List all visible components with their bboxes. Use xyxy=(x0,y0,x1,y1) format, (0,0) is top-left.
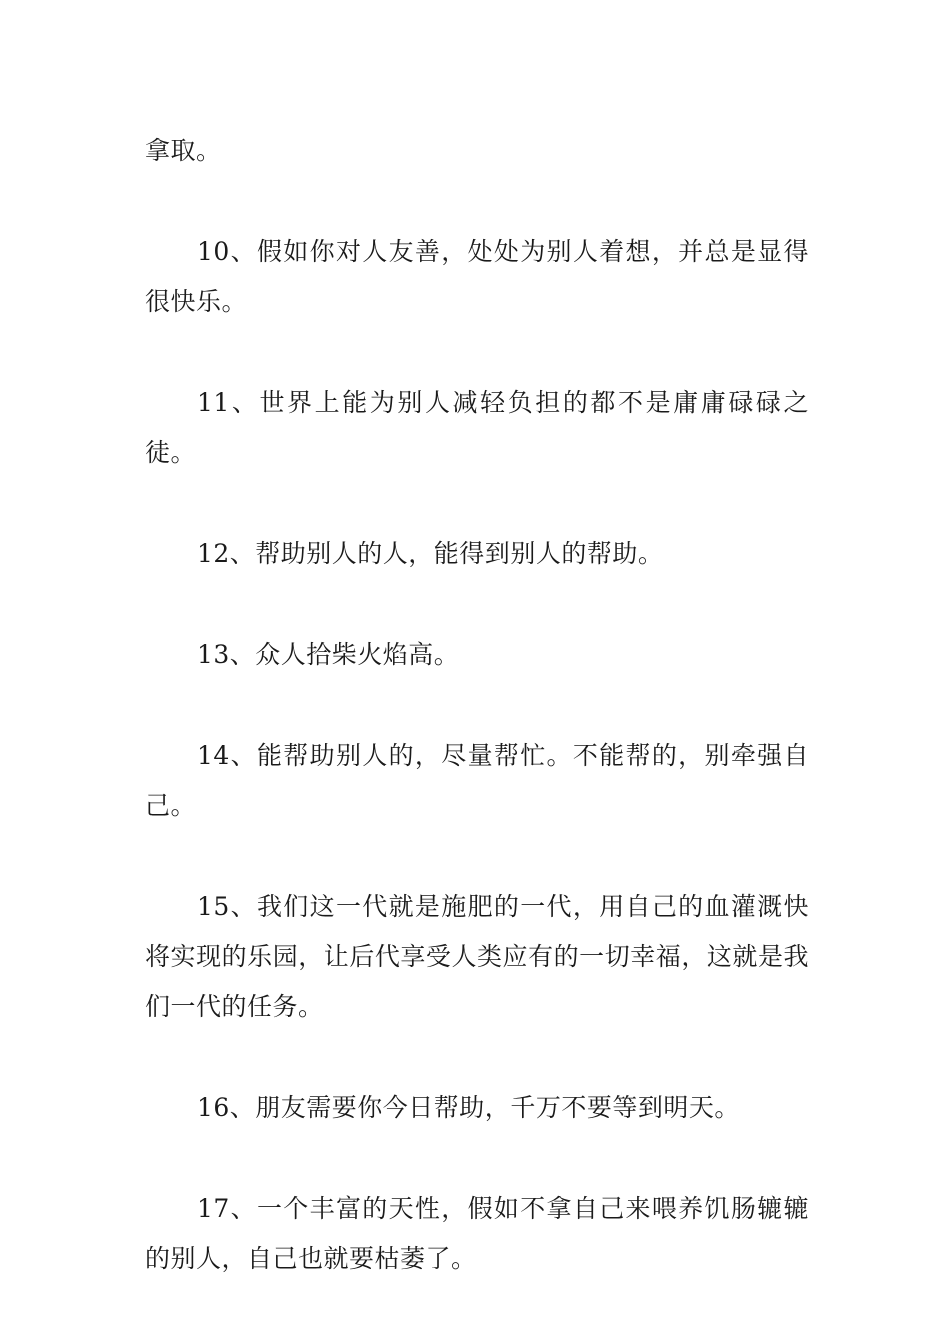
paragraph-item-16: 16、朋友需要你今日帮助，千万不要等到明天。 xyxy=(197,1093,740,1122)
paragraph-item-14: 14、能帮助别人的，尽量帮忙。不能帮的，别牵强自己。 xyxy=(145,741,809,820)
paragraph-item-11: 11、世界上能为别人减轻负担的都不是庸庸碌碌之徒。 xyxy=(145,388,809,467)
paragraph-item-12: 12、帮助别人的人，能得到别人的帮助。 xyxy=(197,539,664,568)
paragraph-continuation: 拿取。 xyxy=(145,136,222,165)
document-body xyxy=(145,126,809,1284)
paragraph-item-13: 13、众人拾柴火焰高。 xyxy=(197,640,460,669)
paragraph-item-10: 10、假如你对人友善，处处为别人着想，并总是显得很快乐。 xyxy=(145,237,809,316)
paragraph-item-15: 15、我们这一代就是施肥的一代，用自己的血灌溉快将实现的乐园，让后代享受人类应有的一切幸福，这就是我们一代的任务。 xyxy=(145,892,809,1021)
paragraph-item-17: 17、一个丰富的天性，假如不拿自己来喂养饥肠辘辘的别人，自己也就要枯萎了。 xyxy=(145,1194,809,1273)
